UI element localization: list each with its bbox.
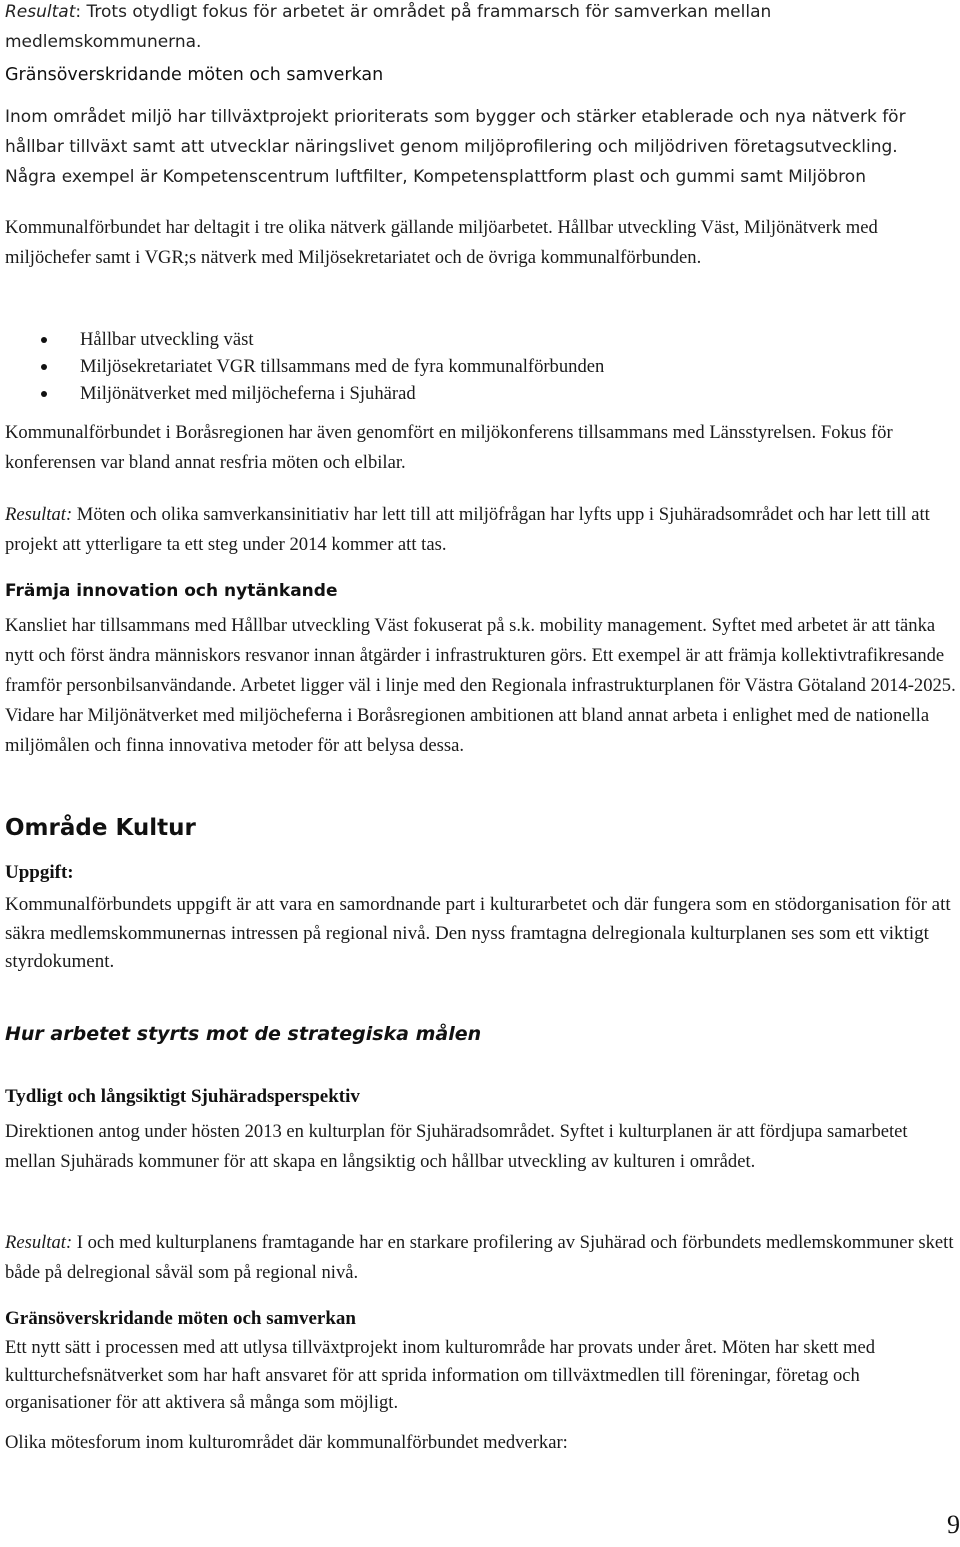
uppgift-label: Uppgift: <box>5 862 74 883</box>
section-heading-gransoverskridande-kultur: Gränsöverskridande möten och samverkan <box>5 1308 356 1329</box>
bullet-icon <box>41 337 47 343</box>
section-heading-gransoverskridande: Gränsöverskridande möten och samverkan <box>5 65 384 85</box>
resultat-text: : Trots otydligt fokus för arbetet är området på frammarsch för samverkan mellan medlemskommunerna. <box>5 2 772 52</box>
resultat-paragraph-3 <box>5 1228 957 1288</box>
section-heading-innovation: Främja innovation och nytänkande <box>5 581 338 601</box>
list-item: Miljösekretariatet VGR tillsammans med de fyra kommunalförbunden <box>5 353 957 380</box>
uppgift-paragraph: Kommunalförbundets uppgift är att vara en samordnande part i kulturarbetet och där fungera som en stödorganisation för att säkra medlemskommunernas intressen på regional nivå. Den nyss framtagna delregionala kulturplanen ses som ett viktigt styrdokument. <box>5 894 951 972</box>
section-heading-sjuharadsperspektiv: Tydligt och långsiktigt Sjuhäradsperspektiv <box>5 1086 360 1107</box>
list-item: Hållbar utveckling väst <box>5 326 957 353</box>
bullet-icon <box>41 364 47 370</box>
section-subtitle-strategiska-malen: Hur arbetet styrts mot de strategiska målen <box>5 1023 482 1045</box>
resultat-text: I och med kulturplanens framtagande har en starkare profilering av Sjuhärad och förbundets medlemskommuner skett både på delregional såväl som på regional nivå. <box>5 1232 954 1283</box>
miljo-paragraph: Inom området miljö har tillväxtprojekt prioriterats som bygger och stärker etablerade och nya nätverk för hållbar tillväxt samt att utvecklar näringslivet genom miljöprofilering och miljödriven företagsutveckling. <box>5 107 906 157</box>
miljo-paragraph-examples: Några exempel är Kompetenscentrum luftfilter, Kompetensplattform plast och gummi samt Miljöbron <box>5 167 866 187</box>
innovation-paragraph: Kansliet har tillsammans med Hållbar utveckling Väst fokuserat på s.k. mobility management. Syftet med arbetet är att tänka nytt och först ändra människors resvanor innan åtgärder i infrastrukturen görs. Ett exempel är att främja kollektivtrafikresande framför personbilsanvändande. Arbetet ligger väl i linje med den Regionala infrastrukturplanen för Västra Götaland 2014-2025. Vidare har Miljönätverket med miljöcheferna i Boråsregionen ambitionen att bland annat arbeta i enlighet med de nationella miljömålen och finna innovativa metoder för att belysa dessa. <box>5 615 956 756</box>
tillvaxtprojekt-paragraph: Ett nytt sätt i processen med att utlysa tillväxtprojekt inom kulturområde har provats under året. Möten har skett med kultturchefsnätverket som har haft ansvaret för att sprida information om tillväxtmedlen till föreningar, företag och organisationer för att aktivera så många som möjligt. <box>5 1337 876 1413</box>
resultat-label: Resultat: <box>5 1232 73 1253</box>
resultat-label: Resultat <box>5 2 76 22</box>
resultat-paragraph-1 <box>5 0 957 57</box>
motesforum-paragraph: Olika mötesforum inom kulturområdet där kommunalförbundet medverkar: <box>5 1432 568 1453</box>
page-number: 9 <box>947 1510 960 1539</box>
natverk-paragraph: Kommunalförbundet har deltagit i tre olika nätverk gällande miljöarbetet. Hållbar utveckling Väst, Miljönätverk med miljöchefer samt i VGR;s nätverk med Miljösekretariatet och de övriga kommunalförbunden. <box>5 217 878 268</box>
section-title-kultur: Område Kultur <box>5 815 196 841</box>
kulturplan-paragraph: Direktionen antog under hösten 2013 en kulturplan för Sjuhäradsområdet. Syftet i kulturplanen är att fördjupa samarbetet mellan Sjuhärads kommuner för att skapa en långsiktig och hållbar utveckling av kulturen i området. <box>5 1121 908 1172</box>
natverk-list <box>5 326 957 407</box>
miljokonferens-paragraph: Kommunalförbundet i Boråsregionen har även genomfört en miljökonferens tillsammans med Länsstyrelsen. Fokus för konferensen var bland annat resfria möten och elbilar. <box>5 422 893 473</box>
list-item: Miljönätverket med miljöcheferna i Sjuhärad <box>5 380 957 407</box>
resultat-text: Möten och olika samverkansinitiativ har lett till att miljöfrågan har lyfts upp i Sjuhäradsområdet och har lett till att projekt att ytterligare ta ett steg under 2014 kommer att tas. <box>5 504 930 555</box>
bullet-icon <box>41 391 47 397</box>
resultat-label: Resultat: <box>5 504 73 525</box>
resultat-paragraph-2 <box>5 500 957 560</box>
